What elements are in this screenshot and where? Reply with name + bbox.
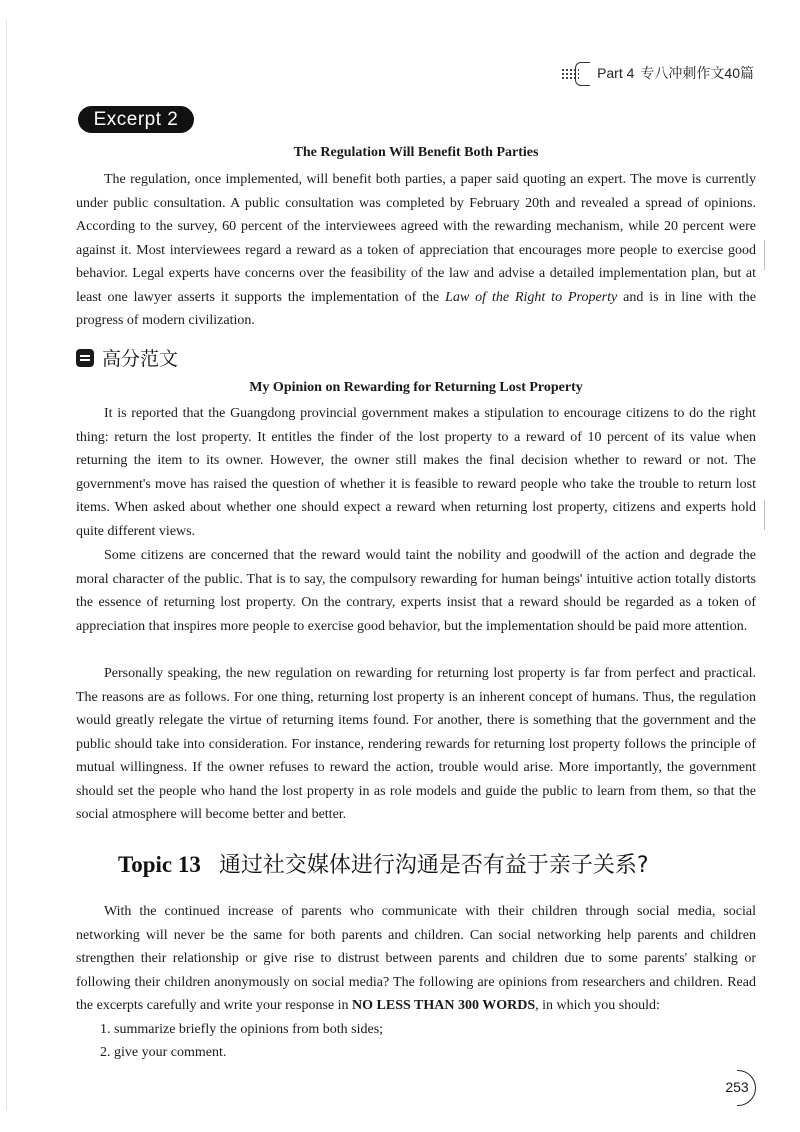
right-margin-mark xyxy=(764,240,765,270)
task-item: 1. summarize briefly the opinions from both sides; xyxy=(100,1022,384,1037)
book-icon xyxy=(76,349,94,367)
essay-title: My Opinion on Rewarding for Returning Lost Property xyxy=(249,380,583,395)
header-title: 专八冲刺作文40篇 xyxy=(640,65,754,81)
topic-label: Topic 13 xyxy=(118,852,201,877)
topic-heading xyxy=(118,848,649,879)
excerpt-body: The regulation, once implemented, will benefit both parties, a paper said quoting an expert. The move is currently under public consultation. A public consultation was completed by February 20th and revealed a spread of opinions. According to the survey, 60 percent of the interviewees agreed with the rewarding mechanism, while 20 percent were against it. Most interviewees regard a reward as a token of appreciation that encourages more people to exercise good behavior. Legal experts have concerns over the feasibility of the law and advise a detailed implementation plan, but at least one lawyer asserts it supports the implementation of the Law of the Right to Property and is in line with the progress of modern civilization. xyxy=(76,172,756,328)
essay-paragraph: It is reported that the Guangdong provincial government makes a stipulation to encourage citizens to do the right thing: return the lost property. It entitles the finder of the lost property to a reward of 10 percent of its value when returning the item to its owner. However, the owner still makes the final decision whether to reward or not. The government's move has raised the question of whether it is feasible to reward people who take the trouble to return lost items. When asked about whether one should expect a reward when returning lost property, citizens and experts hold quite different views. xyxy=(76,406,756,539)
book-grid-icon xyxy=(561,62,591,84)
section-label: 高分范文 xyxy=(102,348,179,370)
left-margin-mark xyxy=(6,20,7,1110)
essay-paragraph: Personally speaking, the new regulation on rewarding for returning lost property is far from perfect and practical. The reasons are as follows. For one thing, returning lost property is an inherent concept of humans. Thus, the regulation would greatly relegate the virtue of returning items found. For another, there is something that the government and the public should take into consideration. For instance, rendering rewards for returning lost property follows the principle of mutual willingness. If the owner refuses to reward the action, trouble would arise. More importantly, the government should set the people who hand the lost property in as role models and guide the public to learn from them, so that the social atmosphere will become better and better. xyxy=(76,666,756,822)
topic-prompt: With the continued increase of parents who communicate with their children through social media, social networking will never be the same for both parents and children. Can social networking help parents and children strengthen their relationship or give rise to distrust between parents and children due to some parents' stalking or following their children anonymously on social media? The following are opinions from researchers and children. Read the excerpts carefully and write your response in NO LESS THAN 300 WORDS, in which you should: xyxy=(76,904,756,1013)
running-head xyxy=(561,62,754,84)
excerpt-law-name: Law of the Right to Property xyxy=(445,289,618,305)
word-requirement: NO LESS THAN 300 WORDS xyxy=(352,998,536,1013)
task-item: 2. give your comment. xyxy=(100,1045,227,1060)
topic-title: 通过社交媒体进行沟通是否有益于亲子关系? xyxy=(218,853,649,878)
model-essay-heading xyxy=(76,344,178,371)
header-part: Part 4 xyxy=(597,65,635,81)
excerpt-title: The Regulation Will Benefit Both Parties xyxy=(293,145,539,160)
right-margin-mark xyxy=(764,500,765,530)
excerpt-badge: Excerpt 2 xyxy=(78,106,194,133)
page-number: 253 xyxy=(718,1068,756,1106)
essay-paragraph: Some citizens are concerned that the reward would taint the nobility and goodwill of the action and degrade the moral character of the public. That is to say, the compulsory rewarding for human beings' intuitive action totally distorts the essence of returning lost property. On the contrary, experts insist that a reward should be regarded as a token of appreciation that inspires more people to exercise good behavior, but the implementation should be paid more attention. xyxy=(76,548,756,634)
